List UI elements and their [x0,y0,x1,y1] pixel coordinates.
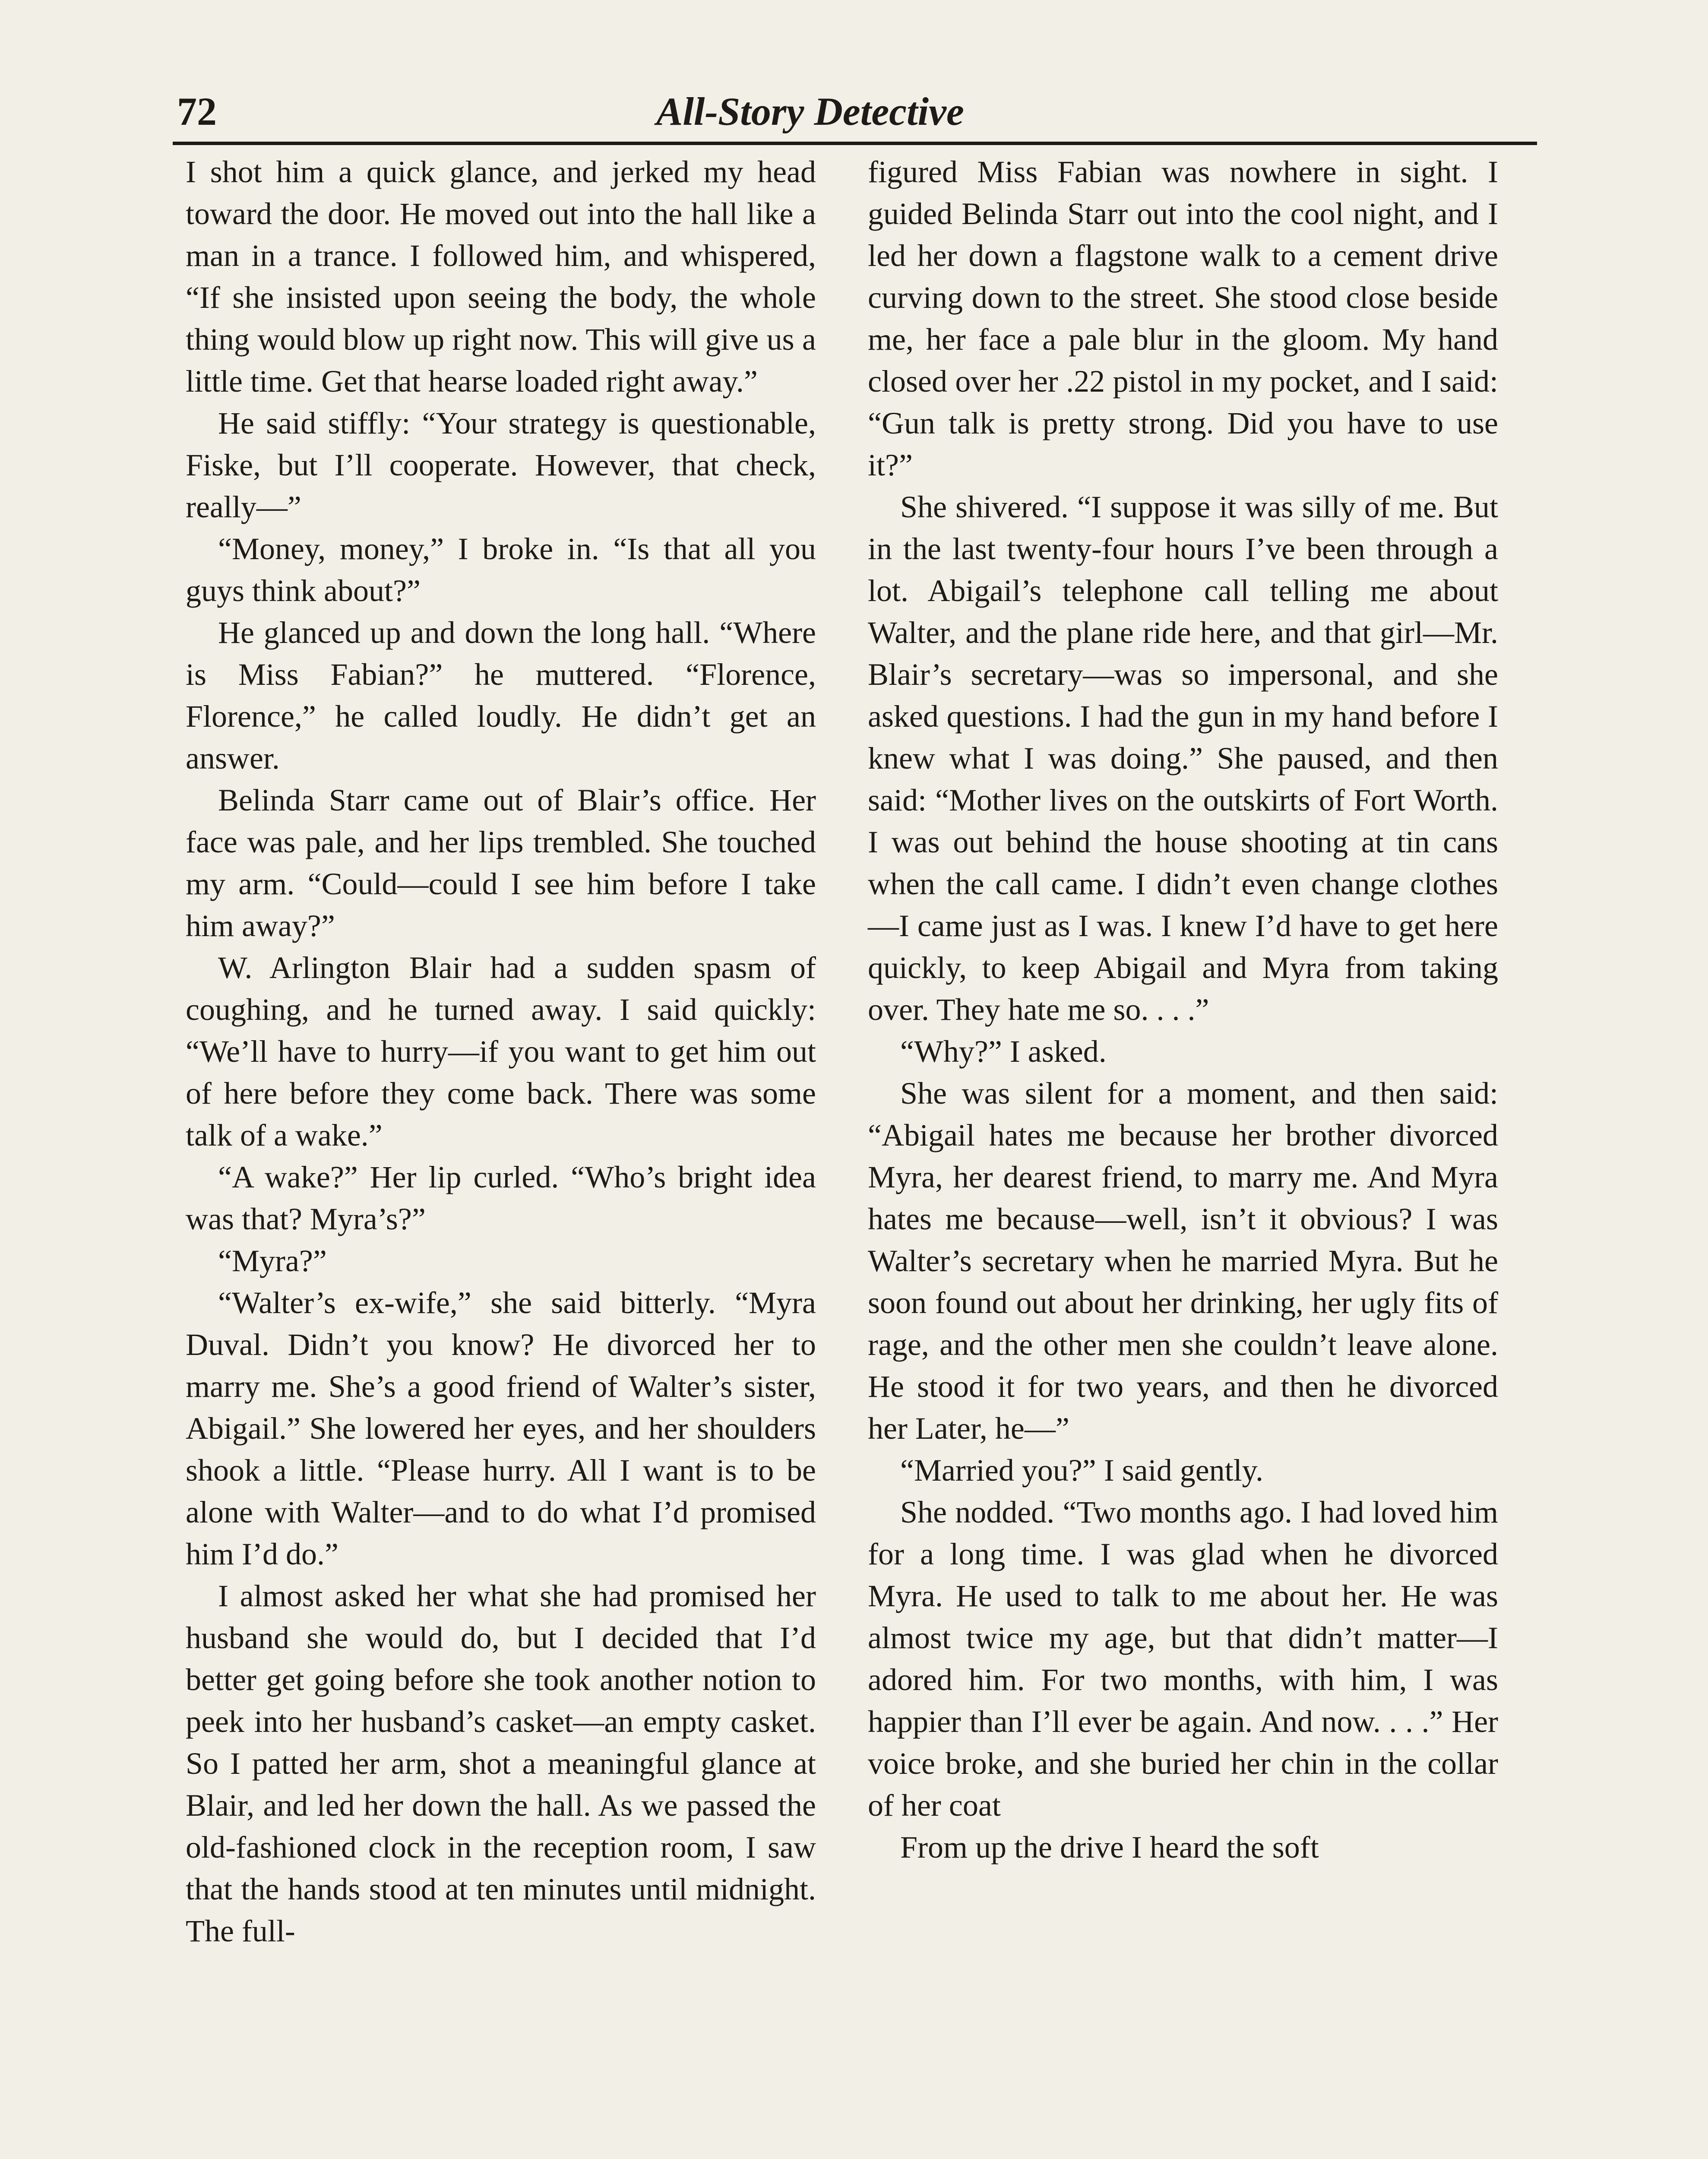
paragraph: From up the drive I heard the soft [900,1830,1319,1865]
right-text-column [868,151,1498,1868]
page-header [173,84,1537,140]
paragraph: figured Miss Fabian was nowhere in sight. I guided Belinda Starr out into the cool night, and I led her down a flagstone walk to a cement drive curving down to the street. She stood close beside me, her face a pale blur in the gloom. My hand closed over her .22 pistol in my pocket, and I said: “Gun talk is pretty strong. Did you have to use it?” [868,155,1498,482]
paragraph: I almost asked her what she had promised her husband she would do, but I decided that I’d better get going before she took another notion to peek into her husband’s casket—an empty casket. So I patted her arm, shot a meaningful glance at Blair, and led her down the hall. As we passed the old-fashioned clock in the reception room, I saw that the hands stood at ten minutes until midnight. The full- [186,1579,816,1948]
paragraph: “A wake?” Her lip curled. “Who’s bright idea was that? Myra’s?” [186,1160,816,1236]
paragraph: “Why?” I asked. [900,1034,1107,1069]
paragraph: She nodded. “Two months ago. I had loved him for a long time. I was glad when he divorced Myra. He used to talk to me about her. He was almost twice my age, but that didn’t matter—I adored him. For two months, with him, I was happier than I’ll ever be again. And now. . . .” Her voice broke, and she buried her chin in the collar of her coat [868,1495,1498,1823]
running-head-title: All-Story Detective [656,89,964,133]
paragraph: “Married you?” I said gently. [900,1453,1264,1488]
paragraph: He said stiffly: “Your strategy is questionable, Fiske, but I’ll cooperate. However, that check, really—” [186,406,816,524]
paragraph: He glanced up and down the long hall. “Where is Miss Fabian?” he muttered. “Florence, Florence,” he called loudly. He didn’t get an answer. [186,615,816,776]
paragraph: She shivered. “I suppose it was silly of me. But in the last twenty-four hours I’ve been through a lot. Abigail’s telephone call telling me about Walter, and the plane ride here, and that girl—Mr. Blair’s secretary—was so impersonal, and she asked questions. I had the gun in my hand before I knew what I was doing.” She paused, and then said: “Mother lives on the outskirts of Fort Worth. I was out behind the house shooting at tin cans when the call came. I didn’t even change clothes—I came just as I was. I knew I’d have to get here quickly, to keep Abigail and Myra from taking over. They hate me so. . . .” [868,490,1498,1027]
paragraph: Belinda Starr came out of Blair’s office. Her face was pale, and her lips trembled. She touched my arm. “Could—could I see him before I take him away?” [186,783,816,943]
paragraph: “Myra?” [218,1244,327,1278]
header-rule [173,142,1537,145]
paragraph: “Money, money,” I broke in. “Is that all you guys think about?” [186,532,816,608]
paragraph: I shot him a quick glance, and jerked my head toward the door. He moved out into the hall like a man in a trance. I followed him, and whispered, “If she insisted upon seeing the body, the whole thing would blow up right now. This will give us a little time. Get that hearse loaded right away.” [186,155,816,399]
left-text-column [186,151,816,1952]
page-number: 72 [177,89,217,133]
paragraph: She was silent for a moment, and then said: “Abigail hates me because her brother divorced Myra, her dearest friend, to marry me. And Myra hates me because—well, isn’t it obvious? I was Walter’s secretary when he married Myra. But he soon found out about her drinking, her ugly fits of rage, and the other men she couldn’t leave alone. He stood it for two years, and then he divorced her Later, he—” [868,1076,1498,1446]
paragraph: “Walter’s ex-wife,” she said bitterly. “Myra Duval. Didn’t you know? He divorced her to marry me. She’s a good friend of Walter’s sister, Abigail.” She lowered her eyes, and her shoulders shook a little. “Please hurry. All I want is to be alone with Walter—and to do what I’d promised him I’d do.” [186,1285,816,1571]
paragraph: W. Arlington Blair had a sudden spasm of coughing, and he turned away. I said quickly: “We’ll have to hurry—if you want to get him out of here before they come back. There was some talk of a wake.” [186,950,816,1152]
